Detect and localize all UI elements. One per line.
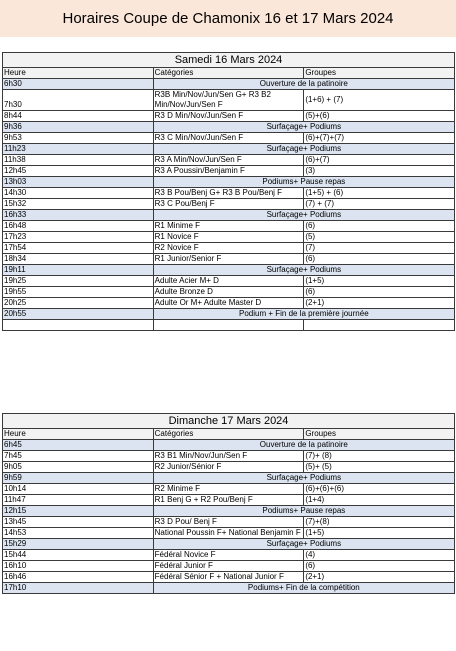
schedule-row	[3, 111, 455, 122]
category-cell: R1 Minime F	[153, 221, 304, 232]
category-cell: R1 Junior/Senior F	[153, 254, 304, 265]
time-cell: 16h48	[3, 221, 154, 232]
time-cell: 13h45	[3, 517, 154, 528]
event-row	[3, 177, 455, 188]
time-cell: 8h44	[3, 111, 154, 122]
time-cell: 12h45	[3, 166, 154, 177]
saturday-table	[2, 52, 455, 331]
event-cell: Podiums+ Pause repas	[153, 506, 454, 517]
schedule-row	[3, 517, 455, 528]
schedule-row	[3, 528, 455, 539]
category-cell: R3 C Min/Nov/Jun/Sen F	[153, 133, 304, 144]
groups-cell: (7)+ (8)	[304, 451, 455, 462]
schedule-row	[3, 276, 455, 287]
time-cell: 11h47	[3, 495, 154, 506]
event-cell: Surfaçage+ Podiums	[153, 265, 454, 276]
time-cell: 9h36	[3, 122, 154, 133]
event-row	[3, 440, 455, 451]
time-cell: 17h23	[3, 232, 154, 243]
time-cell: 16h33	[3, 210, 154, 221]
schedule-row	[3, 188, 455, 199]
event-cell: Podium + Fin de la première journée	[153, 309, 454, 320]
time-cell: 14h30	[3, 188, 154, 199]
time-cell: 6h45	[3, 440, 154, 451]
schedule-row	[3, 221, 455, 232]
schedule-row	[3, 572, 455, 583]
day-title: Samedi 16 Mars 2024	[3, 53, 455, 68]
category-cell: Adulte Or M+ Adulte Master D	[153, 298, 304, 309]
time-cell: 19h11	[3, 265, 154, 276]
time-cell: 6h30	[3, 79, 154, 90]
event-row	[3, 506, 455, 517]
time-cell: 13h03	[3, 177, 154, 188]
header-groupes: Groupes	[304, 429, 455, 440]
event-cell: Podiums+ Pause repas	[153, 177, 454, 188]
time-cell: 16h10	[3, 561, 154, 572]
time-cell: 15h29	[3, 539, 154, 550]
event-cell: Surfaçage+ Podiums	[153, 122, 454, 133]
groups-cell: (3)	[304, 166, 455, 177]
schedule-row	[3, 462, 455, 473]
blank-row	[3, 320, 455, 331]
schedule-row	[3, 199, 455, 210]
groups-cell: (7)+(8)	[304, 517, 455, 528]
schedule-row	[3, 298, 455, 309]
time-cell: 15h32	[3, 199, 154, 210]
category-cell: R1 Novice F	[153, 232, 304, 243]
time-cell: 15h44	[3, 550, 154, 561]
groups-cell: (6)	[304, 254, 455, 265]
event-row	[3, 265, 455, 276]
schedule-row	[3, 133, 455, 144]
time-cell: 17h54	[3, 243, 154, 254]
time-cell: 14h53	[3, 528, 154, 539]
category-cell: R2 Minime F	[153, 484, 304, 495]
schedule-row	[3, 287, 455, 298]
schedule-row	[3, 495, 455, 506]
category-cell: National Poussin F+ National Benjamin F	[153, 528, 304, 539]
schedule-row	[3, 243, 455, 254]
groups-cell: (6)+(6)+(6)	[304, 484, 455, 495]
day-title: Dimanche 17 Mars 2024	[3, 414, 455, 429]
time-cell: 9h59	[3, 473, 154, 484]
category-cell: R3 D Pou/ Benj F	[153, 517, 304, 528]
event-row	[3, 79, 455, 90]
schedule-row	[3, 155, 455, 166]
event-row	[3, 210, 455, 221]
event-cell: Ouverture de la patinoire	[153, 79, 454, 90]
time-cell: 17h10	[3, 583, 154, 594]
sunday-table	[2, 413, 455, 594]
groups-cell: (1+5)	[304, 276, 455, 287]
groups-cell: (7)	[304, 243, 455, 254]
schedule-row	[3, 232, 455, 243]
event-cell: Podiums+ Fin de la compétition	[153, 583, 454, 594]
groups-cell: (1+4)	[304, 495, 455, 506]
category-cell: Fédéral Novice F	[153, 550, 304, 561]
header-categories: Catégories	[153, 68, 304, 79]
category-cell: Fédéral Junior F	[153, 561, 304, 572]
category-cell: R3 B1 Min/Nov/Jun/Sen F	[153, 451, 304, 462]
groups-cell: (5)+(6)	[304, 111, 455, 122]
groups-cell: (6)	[304, 287, 455, 298]
schedule-row	[3, 90, 455, 111]
schedule-row	[3, 561, 455, 572]
schedule-row	[3, 254, 455, 265]
event-cell: Surfaçage+ Podiums	[153, 539, 454, 550]
schedule-row	[3, 451, 455, 462]
groups-cell: (7) + (7)	[304, 199, 455, 210]
time-cell: 19h25	[3, 276, 154, 287]
time-cell: 20h25	[3, 298, 154, 309]
category-cell: Adulte Acier M+ D	[153, 276, 304, 287]
time-cell: 20h55	[3, 309, 154, 320]
category-cell: R3 A Min/Nov/Jun/Sen F	[153, 155, 304, 166]
category-cell: R3 D Min/Nov/Jun/Sen F	[153, 111, 304, 122]
groups-cell: (2+1)	[304, 572, 455, 583]
groups-cell: (1+5)	[304, 528, 455, 539]
category-cell: Fédéral Sénior F + National Junior F	[153, 572, 304, 583]
category-cell: R3B Min/Nov/Jun/Sen G+ R3 B2 Min/Nov/Jun/Sen F	[153, 90, 304, 111]
time-cell: 7h30	[3, 90, 154, 111]
category-cell: R1 Benj G + R2 Pou/Benj F	[153, 495, 304, 506]
groups-cell: (6)+(7)+(7)	[304, 133, 455, 144]
groups-cell: (1+6) + (7)	[304, 90, 455, 111]
header-heure: Heure	[3, 429, 154, 440]
time-cell: 9h53	[3, 133, 154, 144]
event-row	[3, 539, 455, 550]
time-cell: 19h55	[3, 287, 154, 298]
groups-cell: (6)+(7)	[304, 155, 455, 166]
category-cell: R3 C Pou/Benj F	[153, 199, 304, 210]
schedule-row	[3, 550, 455, 561]
category-cell: R3 A Poussin/Benjamin F	[153, 166, 304, 177]
groups-cell: (4)	[304, 550, 455, 561]
empty-cell	[304, 320, 455, 331]
title-bar	[0, 0, 456, 37]
groups-cell: (1+5) + (6)	[304, 188, 455, 199]
page-title: Horaires Coupe de Chamonix 16 et 17 Mars 2024	[62, 10, 394, 27]
groups-cell: (6)	[304, 221, 455, 232]
time-cell: 11h23	[3, 144, 154, 155]
header-groupes: Groupes	[304, 68, 455, 79]
schedule-row	[3, 166, 455, 177]
time-cell: 9h05	[3, 462, 154, 473]
event-row	[3, 473, 455, 484]
event-cell: Ouverture de la patinoire	[153, 440, 454, 451]
header-heure: Heure	[3, 68, 154, 79]
time-cell: 7h45	[3, 451, 154, 462]
empty-cell	[153, 320, 304, 331]
event-row	[3, 144, 455, 155]
event-row	[3, 122, 455, 133]
time-cell: 11h38	[3, 155, 154, 166]
event-cell: Surfaçage+ Podiums	[153, 144, 454, 155]
category-cell: R2 Novice F	[153, 243, 304, 254]
event-cell: Surfaçage+ Podiums	[153, 210, 454, 221]
groups-cell: (2+1)	[304, 298, 455, 309]
event-row	[3, 309, 455, 320]
header-categories: Catégories	[153, 429, 304, 440]
schedule-row	[3, 484, 455, 495]
groups-cell: (5)+ (5)	[304, 462, 455, 473]
time-cell: 12h15	[3, 506, 154, 517]
event-cell: Surfaçage+ Podiums	[153, 473, 454, 484]
category-cell: Adulte Bronze D	[153, 287, 304, 298]
groups-cell: (6)	[304, 561, 455, 572]
time-cell: 18h34	[3, 254, 154, 265]
groups-cell: (5)	[304, 232, 455, 243]
category-cell: R2 Junior/Sénior F	[153, 462, 304, 473]
time-cell: 16h46	[3, 572, 154, 583]
event-row	[3, 583, 455, 594]
time-cell: 10h14	[3, 484, 154, 495]
empty-cell	[3, 320, 154, 331]
category-cell: R3 B Pou/Benj G+ R3 B Pou/Benj F	[153, 188, 304, 199]
